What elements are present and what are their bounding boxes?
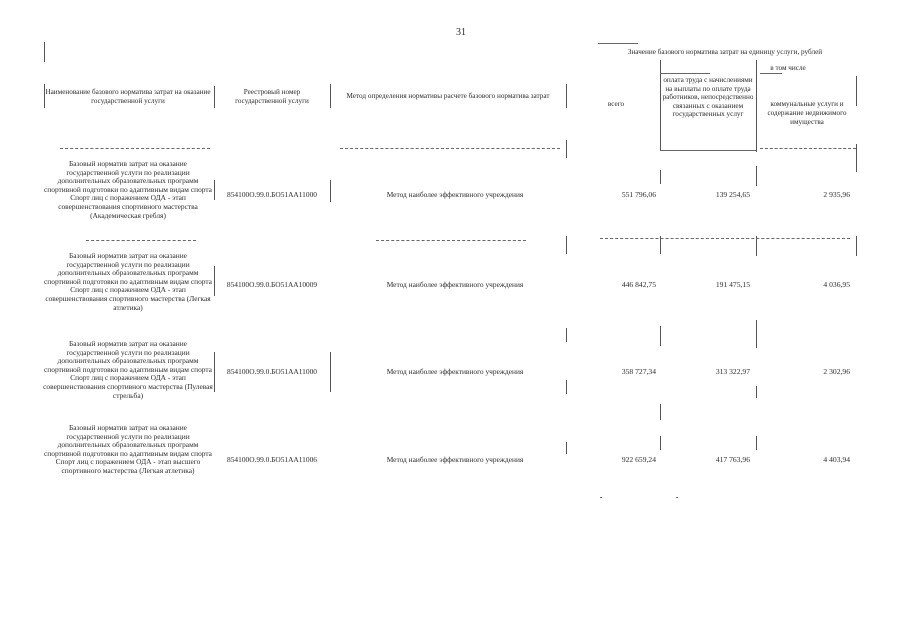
header-rule xyxy=(660,150,756,151)
row-divider xyxy=(676,497,678,498)
table-row-3-labor: 313 322,97 xyxy=(715,367,750,376)
table-left-border xyxy=(44,84,45,108)
column-divider xyxy=(566,236,567,254)
header-bottom-rule xyxy=(340,148,560,149)
column-divider xyxy=(660,326,661,346)
column-divider xyxy=(566,380,567,394)
table-right-border xyxy=(856,144,857,172)
column-divider xyxy=(566,84,567,108)
column-divider xyxy=(214,266,215,296)
table-row-4-utilities: 4 403,94 xyxy=(823,455,850,464)
table-row-1-total: 551 796,06 xyxy=(621,190,656,199)
table-right-border xyxy=(856,76,857,106)
table-row-3-total: 358 727,34 xyxy=(621,367,656,376)
table-row-2-total: 446 842,75 xyxy=(621,280,656,289)
header-labor: оплата труда с начислениями на выплаты по оплате труда работников, непосредственно связанных с оказанием государственных услуг xyxy=(662,76,754,119)
column-divider xyxy=(756,60,757,152)
table-row-4-labor: 417 763,96 xyxy=(715,455,750,464)
table-row-2-labor: 191 475,15 xyxy=(715,280,750,289)
column-divider xyxy=(756,386,757,398)
header-rule xyxy=(660,73,710,74)
table-row-2-method: Метод наиболее эффективного учреждения xyxy=(386,280,524,289)
table-row-1-labor: 139 254,65 xyxy=(715,190,750,199)
table-row-1-utilities: 2 935,96 xyxy=(823,190,850,199)
row-divider xyxy=(600,497,602,498)
header-utilities: коммунальные услуги и содержание недвижимого имущества xyxy=(767,100,847,127)
table-row-3-method: Метод наиболее эффективного учреждения xyxy=(386,367,524,376)
header-bottom-rule xyxy=(760,148,856,149)
header-registry: Реестровый номер государственной услуги xyxy=(235,88,309,106)
table-row-3-registry: 854100О.99.0.БО51АА11000 xyxy=(227,367,317,376)
table-row-4-total: 922 659,24 xyxy=(621,455,656,464)
row-divider xyxy=(600,238,850,239)
header-method: Метод определения нормативы расчете базового норматива затрат xyxy=(346,92,550,100)
table-row-4-name: Базовый норматив затрат на оказание государственной услуги по реализации дополнительных образовательных программ спортивной подготовки по адаптивным видам спорта Спорт лиц с поражением ОДА - этап высшего спортивного мастерства (Легкая атлетика) xyxy=(44,423,212,475)
column-divider xyxy=(756,166,757,186)
column-divider xyxy=(214,86,215,108)
table-right-border xyxy=(856,236,857,256)
column-divider xyxy=(330,180,331,202)
column-divider xyxy=(214,180,215,200)
table-row-1-name: Базовый норматив затрат на оказание государственной услуги по реализации дополнительных образовательных программ спортивной подготовки по адаптивным видам спорта Спорт лиц с поражением ОДА - этап совершенствования спортивного мастерства (Академическая гребля) xyxy=(44,159,212,220)
row-divider xyxy=(376,240,526,241)
page-number: 31 xyxy=(456,27,466,38)
column-divider xyxy=(330,84,331,108)
table-row-2-utilities: 4 036,95 xyxy=(823,280,850,289)
column-divider xyxy=(756,320,757,348)
table-row-1-registry: 854100О.99.0.БО51АА11000 xyxy=(227,190,317,199)
table-row-2-registry: 854100О.99.0.БО51АА10009 xyxy=(226,280,318,289)
column-divider xyxy=(756,436,757,450)
header-rule xyxy=(760,73,782,74)
table-row-4-registry: 854100О.99.0.БО51АА11006 xyxy=(227,455,317,464)
header-value-group: Значение базового норматива затрат на единицу услуги, рублей xyxy=(627,48,823,56)
column-divider xyxy=(330,352,331,392)
column-divider xyxy=(660,404,661,420)
column-divider xyxy=(660,436,661,450)
column-divider xyxy=(566,140,567,158)
header-total: всего xyxy=(607,100,625,108)
column-divider xyxy=(756,236,757,256)
table-left-border xyxy=(44,42,45,62)
header-bottom-rule xyxy=(60,148,210,149)
column-divider xyxy=(660,170,661,184)
table-row-2-name: Базовый норматив затрат на оказание государственной услуги по реализации дополнительных образовательных программ спортивной подготовки по адаптивным видам спорта Спорт лиц с поражением ОДА - этап совершенствования спортивного мастерства (Легкая атлетика) xyxy=(44,251,212,312)
header-including: в том числе xyxy=(770,64,806,72)
column-divider xyxy=(566,328,567,342)
table-row-4-method: Метод наиболее эффективного учреждения xyxy=(386,455,524,464)
column-divider xyxy=(214,352,215,392)
table-row-3-name: Базовый норматив затрат на оказание государственной услуги по реализации дополнительных образовательных программ спортивной подготовки по адаптивным видам спорта Спорт лиц с поражением ОДА - этап совершенствования спортивного мастерства (Пулевая стрельба) xyxy=(43,339,213,400)
table-row-1-method: Метод наиболее эффективного учреждения xyxy=(386,190,524,199)
header-rule xyxy=(598,43,638,44)
table-row-3-utilities: 2 302,96 xyxy=(823,367,850,376)
row-divider xyxy=(86,240,196,241)
header-name: Наименование базового норматива затрат на оказание государственной услуги xyxy=(45,88,211,106)
column-divider xyxy=(566,442,567,454)
